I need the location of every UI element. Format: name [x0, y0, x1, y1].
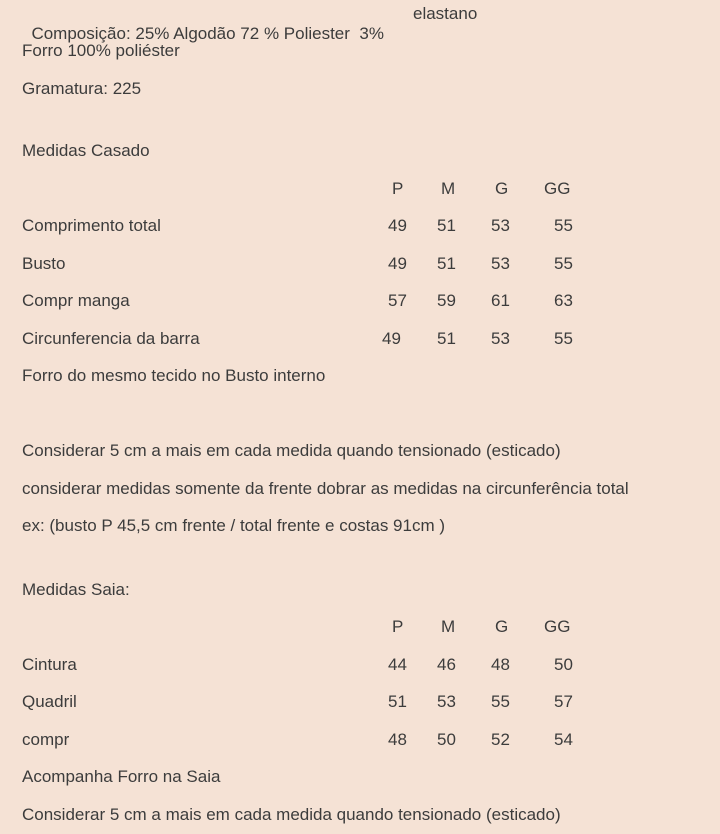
cell-value: 55 [491, 692, 510, 711]
example-note: ex: (busto P 45,5 cm frente / total frente e costas 91cm ) [22, 516, 445, 535]
cell-value: 50 [437, 730, 456, 749]
cell-value: 44 [388, 655, 407, 674]
composition-text: Composição: 25% Algodão 72 % Poliester 3% [31, 24, 384, 43]
saia-tension-note: Considerar 5 cm a mais em cada medida quando tensionado (esticado) [22, 805, 561, 824]
table-row [0, 291, 720, 311]
cell-value: 52 [491, 730, 510, 749]
cell-value: 57 [388, 291, 407, 310]
cell-value: 55 [554, 254, 573, 273]
row-label: Cintura [22, 655, 77, 674]
cell-value: 53 [437, 692, 456, 711]
table-row [0, 692, 720, 712]
cell-value: 63 [554, 291, 573, 310]
size-header: M [441, 179, 456, 198]
cell-value: 48 [491, 655, 510, 674]
cell-value: 51 [437, 254, 456, 273]
cell-value: 53 [491, 254, 510, 273]
size-header: G [495, 179, 509, 198]
row-label: Comprimento total [22, 216, 161, 235]
cell-value: 57 [554, 692, 573, 711]
cell-value: 50 [554, 655, 573, 674]
table-row [0, 254, 720, 274]
cell-value: 59 [437, 291, 456, 310]
cell-value: 49 [388, 254, 407, 273]
casado-note: Forro do mesmo tecido no Busto interno [22, 366, 326, 385]
cell-value: 54 [554, 730, 573, 749]
size-header: P [392, 617, 404, 636]
row-label: Quadril [22, 692, 77, 711]
table-row [0, 329, 720, 349]
cell-value: 55 [554, 216, 573, 235]
row-label: Circunferencia da barra [22, 329, 200, 348]
saia-note: Acompanha Forro na Saia [22, 767, 221, 786]
cell-value: 53 [491, 329, 510, 348]
row-label: Compr manga [22, 291, 130, 310]
cell-value: 61 [491, 291, 510, 310]
cell-value: 48 [388, 730, 407, 749]
cell-value: 51 [437, 216, 456, 235]
table-row [0, 216, 720, 236]
cell-value: 55 [554, 329, 573, 348]
tension-note: Considerar 5 cm a mais em cada medida quando tensionado (esticado) [22, 441, 561, 460]
cell-value: 46 [437, 655, 456, 674]
cell-value: 49 [388, 216, 407, 235]
saia-header-row [0, 617, 720, 637]
size-header: GG [544, 617, 571, 636]
row-label: Busto [22, 254, 66, 273]
composition-elastane: elastano [413, 4, 478, 23]
cell-value: 51 [388, 692, 407, 711]
saia-title: Medidas Saia: [22, 580, 130, 599]
table-row [0, 730, 720, 750]
cell-value: 51 [437, 329, 456, 348]
size-header: G [495, 617, 509, 636]
row-label: compr [22, 730, 70, 749]
casado-title: Medidas Casado [22, 141, 150, 160]
cell-value: 49 [382, 329, 401, 348]
casado-header-row [0, 179, 720, 199]
size-header: P [392, 179, 404, 198]
front-only-note: considerar medidas somente da frente dobrar as medidas na circunferência total [22, 479, 629, 498]
size-header: M [441, 617, 456, 636]
size-header: GG [544, 179, 571, 198]
composition-line [22, 4, 384, 44]
cell-value: 53 [491, 216, 510, 235]
table-row [0, 655, 720, 675]
lining-line: Forro 100% poliéster [22, 41, 180, 60]
weight-line: Gramatura: 225 [22, 79, 142, 98]
